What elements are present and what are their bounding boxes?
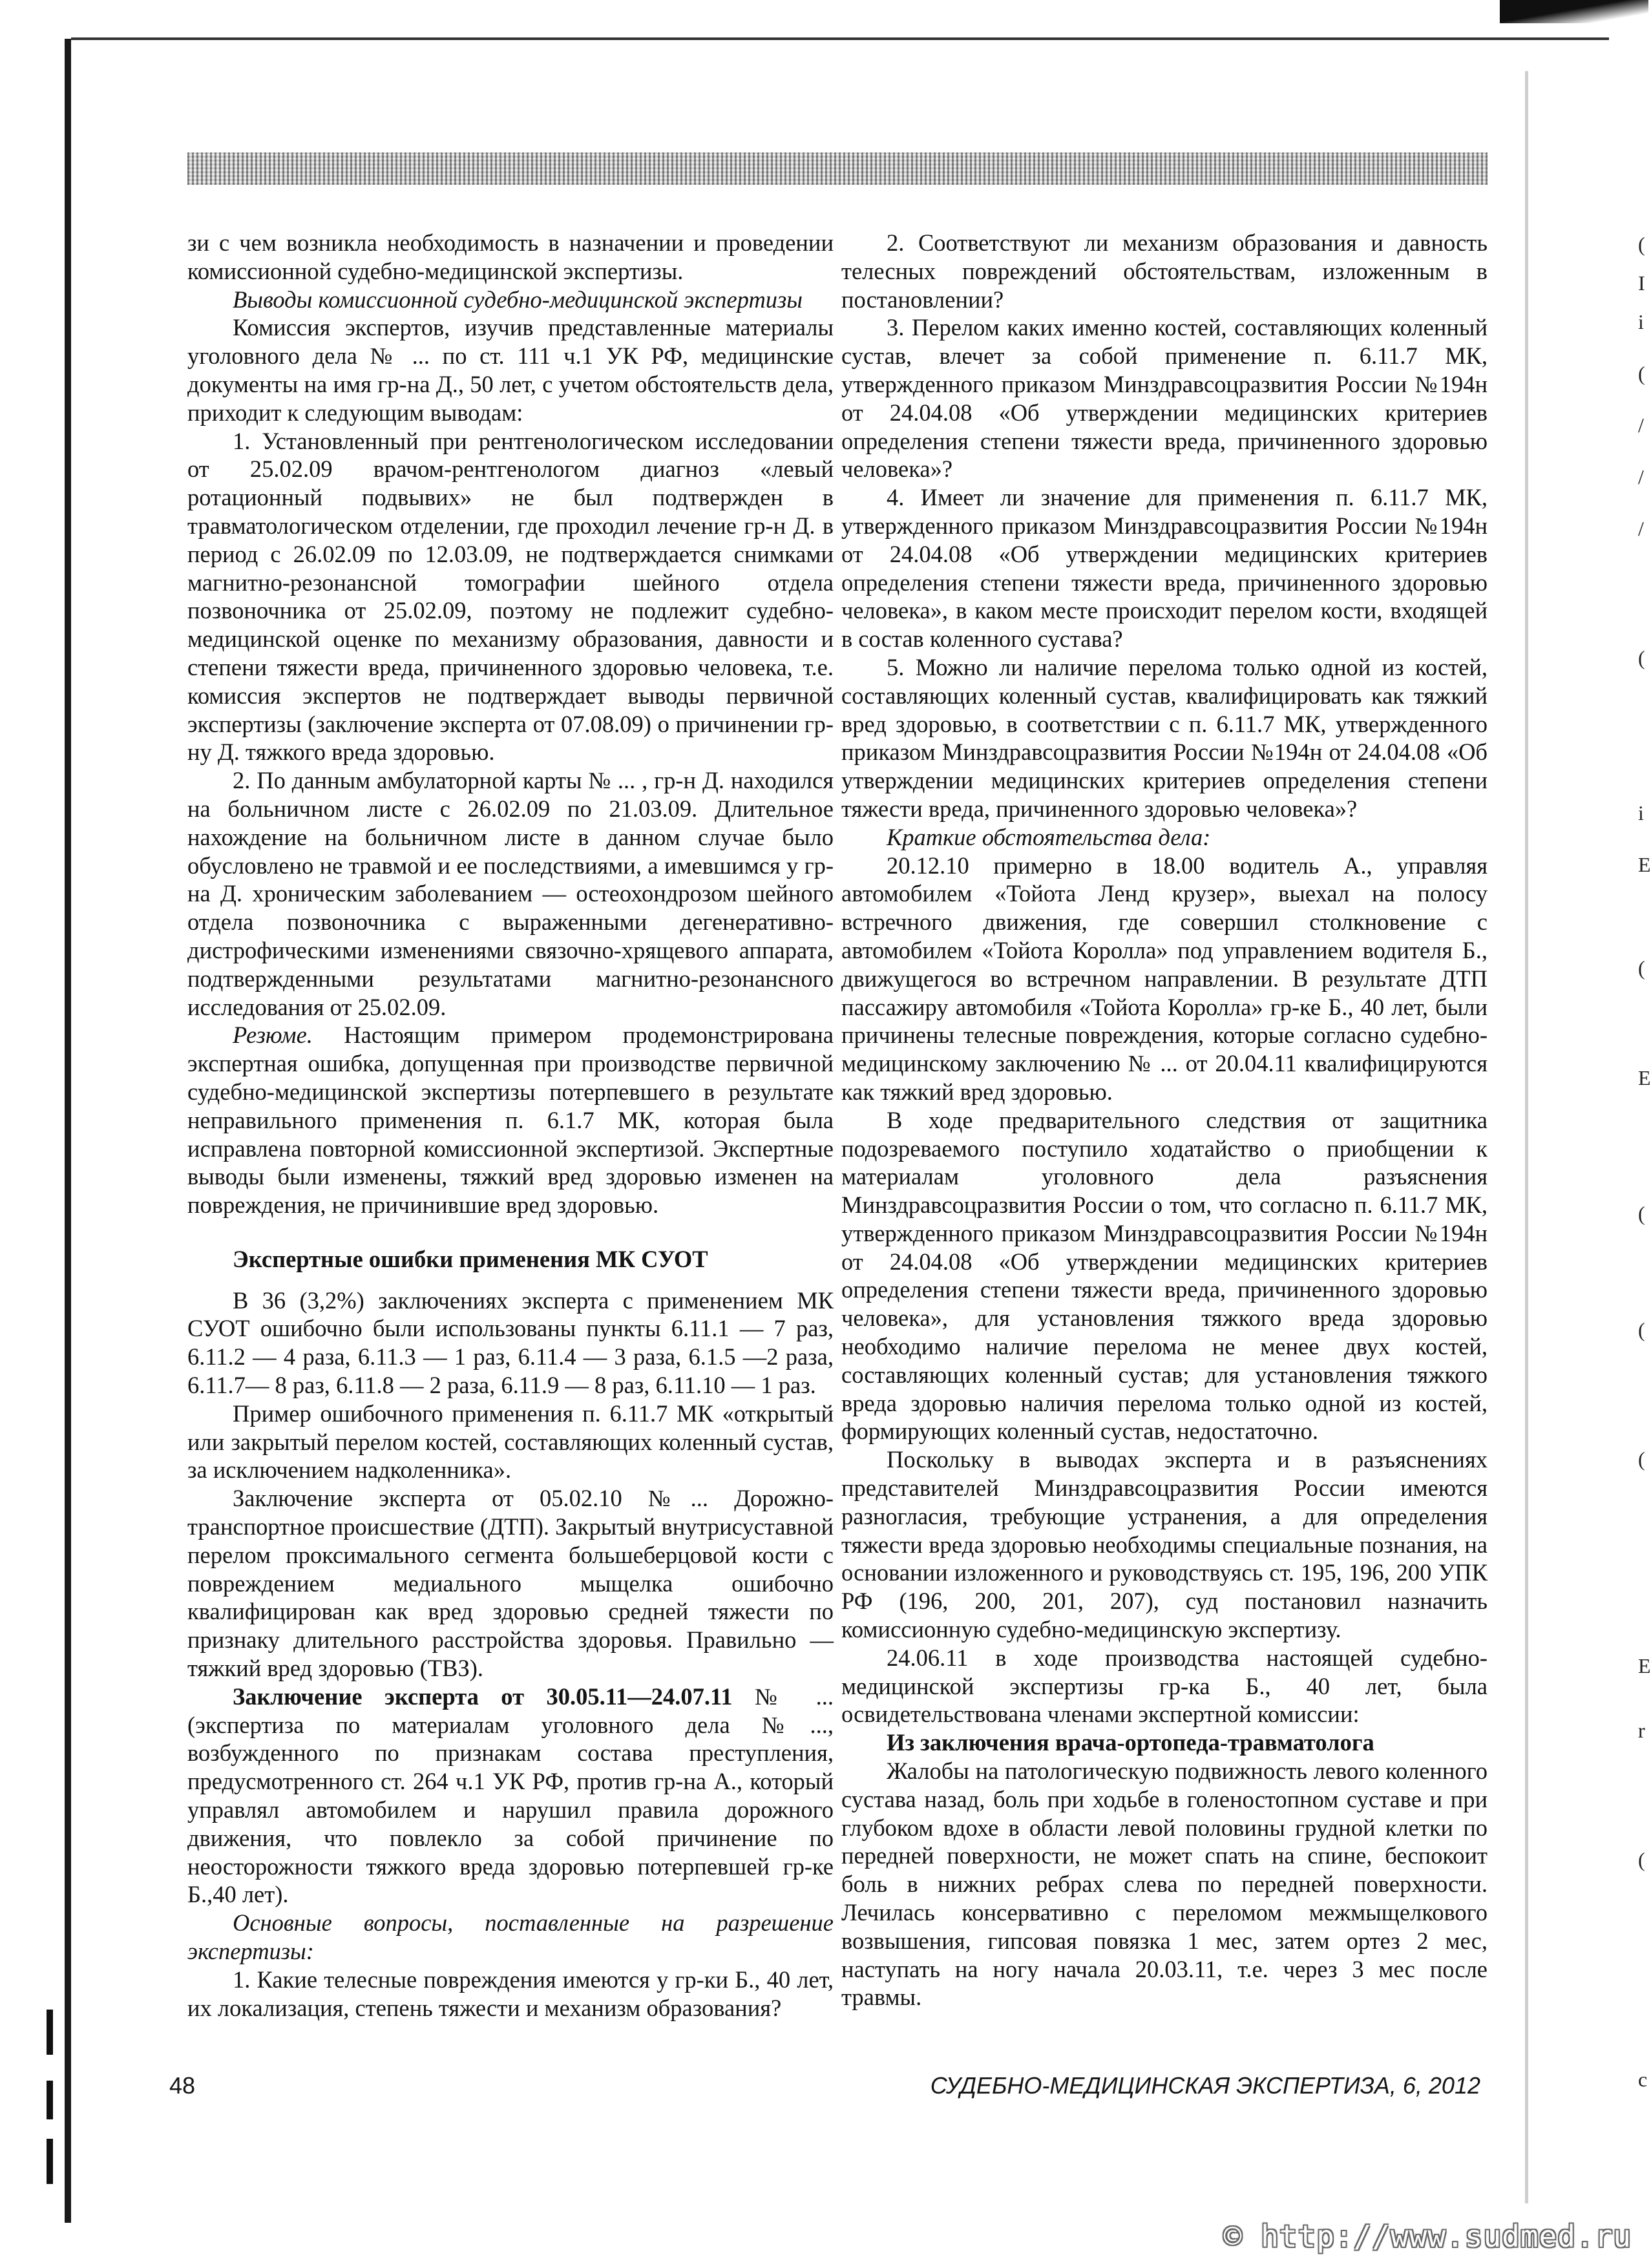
binding-mark (47, 2010, 53, 2055)
paragraph (187, 1021, 834, 1219)
edge-fragment: ( (1638, 956, 1645, 980)
left-text-column (187, 229, 834, 2103)
right-text-column (841, 229, 1488, 2103)
site-watermark: © http://www.sudmed.ru (1223, 2219, 1632, 2254)
edge-fragment: I (1638, 271, 1645, 295)
section-heading: Из заключения врача-ортопеда-травматолога (887, 1729, 1374, 1756)
section-subheading: Краткие обстоятельства дела: (887, 823, 1211, 850)
edge-fragment: E (1638, 1066, 1651, 1089)
paragraph: В 36 (3,2%) заключениях эксперта с применением МК СУОТ ошибочно были использованы пункты 6.11.1 — 7 раз, 6.11.2 — 4 раза, 6.11.3 — 1 раз, 6.11.4 — 3 раза, 6.1.5 —2 раза, 6.11.7— 8 раз, 6.11.8 — 2 раза, 6.11.9 — 8 раз, 6.11.10 — 1 раз. (187, 1286, 834, 1399)
edge-fragment: ( (1638, 233, 1645, 256)
edge-fragment: i (1638, 801, 1644, 824)
paragraph: зи с чем возникла необходимость в назначении и проведении комиссионной судебно-медицинской экспертизы. (187, 229, 834, 284)
edge-fragment: ( (1638, 646, 1645, 669)
paragraph: 20.12.10 примерно в 18.00 водитель А., управляя автомобилем «Тойота Ленд крузер», выехал на полосу встречного движения, где совершил столкновение с автомобилем «Тойота Королла» под управлением водителя Б., движущегося во встречном направлении. В результате ДТП пассажиру автомобиля «Тойота Королла» гр-ке Б., 40 лет, были причинены телесные повреждения, которые согласно судебно-медицинскому заключению № ... от 20.04.11 квалифицируются как тяжкий вред здоровью. (841, 852, 1488, 1105)
edge-fragment: ( (1638, 1848, 1645, 1871)
edge-fragment: E (1638, 1654, 1651, 1677)
edge-fragment: ( (1638, 1318, 1645, 1341)
paragraph: 2. По данным амбулаторной карты № ... , гр-н Д. находился на больничном листе с 26.02.09 по 21.03.09. Длительное нахождение на больничном листе в данном случае было обусловлено не травмой и ее последствиями, а имевшимся у гр-на Д. хроническим заболеванием — остеохондрозом шейного отдела позвоночника с выраженными дегенеративно-дистрофическими изменениями связочно-хрящевого аппарата, подтвержденными результатами магнитно-резонансного исследования от 25.02.09. (187, 767, 834, 1020)
paragraph: Заключение эксперта от 05.02.10 №... Дорожно-транспортное происшествие (ДТП). Закрытый внутрисуставной перелом проксимального сегмента большеберцовой кости с повреждением медиального мыщелка ошибочно квалифицирован как вред здоровью средней тяжести по признаку длительного расстройства здоровья. Правильно — тяжкий вред здоровью (ТВЗ). (187, 1485, 834, 1682)
binding-mark (47, 2081, 53, 2119)
paragraph: Пример ошибочного применения п. 6.11.7 МК «открытый или закрытый перелом костей, составляющих коленный сустав, за исключением надколенника». (187, 1400, 834, 1484)
paragraph: 5. Можно ли наличие перелома только одной из костей, составляющих коленный сустав, квалифицировать как тяжкий вред здоровью, в соответствии с п. 6.11.7 МК, утвержденного приказом Минздравсоцразвития России №194н от 24.04.08 «Об утверждении медицинских критериев определения степени тяжести вреда, причиненного здоровью человека»? (841, 653, 1488, 822)
paragraph (187, 1683, 834, 1909)
paragraph-text: № ... (экспертиза по материалам уголовного дела №..., возбужденного по признакам состава преступления, предусмотренного ст. 264 ч.1 УК РФ, против гр-на А., который управлял автомобилем и нарушил правила дорожного движения, что повлекло за собой причинение по неосторожности тяжкого вреда здоровью потерпевшей гр-ке Б.,40 лет). (187, 1683, 834, 1908)
binding-mark (47, 2139, 53, 2184)
edge-fragment: ( (1638, 1202, 1645, 1225)
edge-fragment: i (1638, 310, 1644, 333)
paragraph-lead: Заключение эксперта от 30.05.11—24.07.11 (233, 1683, 733, 1710)
scan-left-edge (65, 39, 71, 2223)
edge-fragment: E (1638, 853, 1651, 876)
edge-fragment: c (1638, 2068, 1648, 2091)
paragraph: Поскольку в выводах эксперта и в разъяснениях представителей Минздравсоцразвития России имеются разногласия, требующие устранения, а для определения тяжести вреда здоровью необходимы специальные познания, на основании изложенного и руководствуясь ст. 195, 196, 200 УПК РФ (196, 200, 201, 207), суд постановил назначить комиссионную судебно-медицинскую экспертизу. (841, 1446, 1488, 1643)
paragraph: Комиссия экспертов, изучив представленные материалы уголовного дела № ... по ст. 111 ч.1 УК РФ, медицинские документы на имя гр-на Д., 50 лет, с учетом обстоятельств дела, приходит к следующим выводам: (187, 314, 834, 426)
paragraph: 24.06.11 в ходе производства настоящей судебно-медицинской экспертизы гр-ка Б., 40 лет, была освидетельствована членами экспертной комиссии: (841, 1644, 1488, 1728)
section-subheading: Выводы комиссионной судебно-медицинской экспертизы (233, 286, 803, 313)
edge-fragment: r (1638, 1719, 1645, 1742)
scan-top-edge (71, 37, 1609, 40)
edge-fragment: / (1638, 465, 1644, 488)
paragraph: Жалобы на патологическую подвижность левого коленного сустава назад, боль при ходьбе в голеностопном суставе и при глубоком вдохе в области левой половины грудной клетки по передней поверхности, не может спать на спине, беспокоит боль в нижних ребрах слева по передней поверхности. Лечилась консервативно с переломом межмыщелкового возвышения, гипсовая повязка 1 мес, затем ортез 2 мес, наступать на ногу начала 20.03.11, т.е. через 3 мес после травмы. (841, 1758, 1488, 2011)
paragraph: 3. Перелом каких именно костей, составляющих коленный сустав, влечет за собой применение п. 6.11.7 МК, утвержденного приказом Минздравсоцразвития России №194н от 24.04.08 «Об утверждении медицинских критериев определения степени тяжести вреда, причиненного здоровью человека»? (841, 314, 1488, 483)
paragraph: В ходе предварительного следствия от защитника подозреваемого поступило ходатайство о приобщении к материалам уголовного дела разъяснения Минздравсоцразвития России о том, что согласно п. 6.11.7 МК, утвержденного приказом Минздравсоцразвития России №194н от 24.04.08 «Об утверждении медицинских критериев определения степени тяжести вреда, причиненного здоровью человека», для установления тяжкого вреда здоровью необходимо наличие перелома не менее двух костей, составляющих коленный сустав; для установления тяжкого вреда здоровью наличия перелома только одной из костей, формирующих коленный сустав, недостаточно. (841, 1106, 1488, 1445)
page-gutter-line (1525, 71, 1528, 2203)
journal-footer: СУДЕБНО-МЕДИЦИНСКАЯ ЭКСПЕРТИЗА, 6, 2012 (930, 2072, 1480, 2099)
paragraph-text: Настоящим примером продемонстрирована экспертная ошибка, допущенная при производстве первичной судебно-медицинской экспертизы потерпевшего в результате неправильного применения п. 6.1.7 МК, которая была исправлена повторной комиссионной экспертизой. Экспертные выводы были изменены, тяжкий вред здоровью изменен на повреждения, не причинившие вред здоровью. (187, 1022, 834, 1219)
paragraph: 4. Имеет ли значение для применения п. 6.11.7 МК, утвержденного приказом Минздравсоцразвития России №194н от 24.04.08 «Об утверждении медицинских критериев определения степени тяжести вреда, причиненного здоровью человека», в каком месте происходит перелом кости, входящей в состав коленного сустава? (841, 484, 1488, 653)
section-subheading: Основные вопросы, поставленные на разрешение экспертизы: (187, 1909, 834, 1965)
edge-fragment: / (1638, 414, 1644, 437)
edge-fragment: / (1638, 517, 1644, 540)
paragraph-lead: Резюме. (233, 1022, 313, 1049)
page-number: 48 (169, 2072, 196, 2099)
running-header-band (187, 152, 1488, 185)
paragraph: 1. Какие телесные повреждения имеются у гр-ки Б., 40 лет, их локализация, степень тяжести и механизм образования? (187, 1966, 834, 2021)
edge-fragment: ( (1638, 362, 1645, 385)
scan-corner-shadow (1500, 0, 1648, 23)
paragraph: 1. Установленный при рентгенологическом исследовании от 25.02.09 врачом-рентгенологом диагноз «левый ротационный подвывих» не был подтвержден в травматологическом отделении, где проходил лечение гр-н Д. в период с 26.02.09 по 12.03.09, не подтверждается снимками магнитно-резонансной томографии шейного отдела позвоночника от 25.02.09, поэтому не подлежит судебно-медицинской оценке по механизму образования, давности и степени тяжести вреда, причиненного здоровью человека, т.е. комиссия экспертов не подтверждает выводы первичной экспертизы (заключение эксперта от 07.08.09) о причинении гр-ну Д. тяжкого вреда здоровью. (187, 427, 834, 766)
edge-fragment: ( (1638, 1447, 1645, 1471)
paragraph: 2. Соответствуют ли механизм образования и давность телесных повреждений обстоятельствам, изложенным в постановлении? (841, 229, 1488, 313)
section-heading: Экспертные ошибки применения МК СУОТ (233, 1245, 708, 1272)
